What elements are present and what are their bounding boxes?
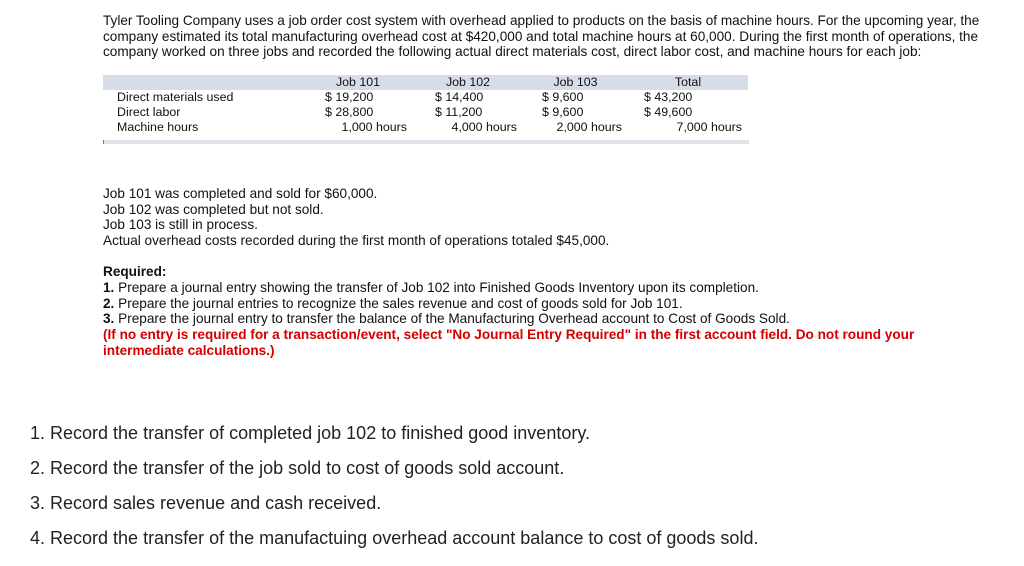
required-step (103, 296, 993, 312)
table-row (103, 90, 748, 105)
fact-line: Job 102 was completed but not sold. (103, 201, 324, 217)
required-heading: Required: (103, 263, 167, 279)
cost-table (103, 75, 748, 135)
task-item: 2. Record the transfer of the job sold to cost of goods sold account. (30, 458, 565, 478)
required-step (103, 311, 993, 327)
required-step (103, 280, 993, 296)
table-row (103, 105, 748, 120)
task-item: 3. Record sales revenue and cash received. (30, 493, 382, 513)
task-item: 1. Record the transfer of completed job 102 to finished good inventory. (30, 423, 591, 443)
instruction-note: (If no entry is required for a transaction/event, select "No Journal Entry Required" in the first account field. Do not round your intermediate calculations.) (103, 327, 915, 358)
table-cell: 1,000 hours (341, 119, 407, 134)
table-cell: $ 9,600 (542, 89, 584, 104)
header-job-103: Job 103 (523, 75, 628, 90)
step-number: 3. (103, 311, 115, 327)
step-text: Prepare the journal entries to recognize the sales revenue and cost of goods sold for Job 101. (118, 295, 683, 311)
table-header-row (103, 75, 748, 90)
table-cell: $ 43,200 (644, 89, 693, 104)
task-item: 4. Record the transfer of the manufactuing overhead account balance to cost of goods sold. (30, 528, 759, 548)
required-section (103, 264, 993, 359)
table-cell: $ 19,200 (325, 89, 374, 104)
row-label: Direct labor (117, 104, 181, 119)
task-list (30, 422, 1010, 562)
step-text: Prepare the journal entry to transfer the balance of the Manufacturing Overhead account to Cost of Goods Sold. (118, 311, 790, 327)
header-blank (103, 75, 303, 90)
table-cell: $ 9,600 (542, 104, 584, 119)
intro-paragraph: Tyler Tooling Company uses a job order cost system with overhead applied to products on the basis of machine hours. For the upcoming year, the company estimated its total manufacturing overhead cost at $420,000 and total machine hours at 60,000. During the first month of operations, the company worked on three jobs and recorded the following actual direct materials cost, direct labor cost, and machine hours for each job: (103, 13, 980, 60)
fact-line: Actual overhead costs recorded during the first month of operations totaled $45,000. (103, 233, 610, 249)
cost-table-container (103, 75, 748, 144)
table-cell: $ 11,200 (435, 104, 483, 119)
table-cell: $ 49,600 (644, 104, 693, 119)
step-number: 2. (103, 295, 115, 311)
header-total: Total (628, 75, 748, 90)
table-cell: 2,000 hours (556, 119, 622, 134)
header-job-101: Job 101 (303, 75, 413, 90)
facts-list (103, 186, 993, 249)
problem-statement (103, 13, 993, 359)
row-label: Direct materials used (117, 89, 234, 104)
table-cell: $ 14,400 (435, 89, 484, 104)
table-cell: 7,000 hours (676, 119, 742, 134)
fact-line: Job 103 is still in process. (103, 217, 258, 233)
step-number: 1. (103, 279, 115, 295)
step-text: Prepare a journal entry showing the transfer of Job 102 into Finished Goods Inventory upon its completion. (118, 279, 759, 295)
header-job-102: Job 102 (413, 75, 523, 90)
table-cell: $ 28,800 (325, 104, 374, 119)
table-bottom-rule (103, 140, 749, 144)
table-row (103, 120, 748, 135)
table-cell: 4,000 hours (451, 119, 517, 134)
fact-line: Job 101 was completed and sold for $60,000. (103, 185, 378, 201)
row-label: Machine hours (117, 119, 199, 134)
